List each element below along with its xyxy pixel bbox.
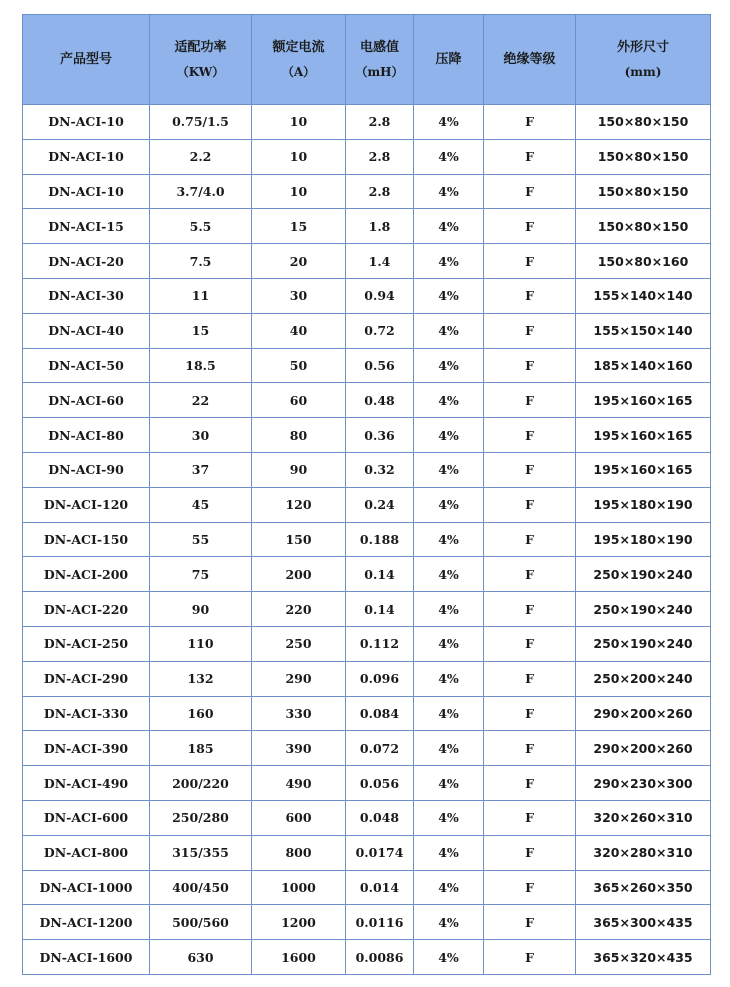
cell-model: DN-ACI-1200 xyxy=(23,905,150,940)
cell-voltage-drop: 4% xyxy=(414,800,484,835)
cell-power: 37 xyxy=(150,452,252,487)
cell-model: DN-ACI-1000 xyxy=(23,870,150,905)
cell-power: 30 xyxy=(150,418,252,453)
cell-voltage-drop: 4% xyxy=(414,313,484,348)
cell-power: 185 xyxy=(150,731,252,766)
table-row xyxy=(23,835,711,870)
cell-voltage-drop: 4% xyxy=(414,557,484,592)
cell-dimensions: 250×200×240 xyxy=(576,661,711,696)
cell-current: 120 xyxy=(252,487,346,522)
cell-inductance: 2.8 xyxy=(346,139,414,174)
cell-inductance: 0.0086 xyxy=(346,940,414,975)
cell-inductance: 0.32 xyxy=(346,452,414,487)
cell-current: 330 xyxy=(252,696,346,731)
cell-voltage-drop: 4% xyxy=(414,870,484,905)
cell-voltage-drop: 4% xyxy=(414,940,484,975)
cell-insulation: F xyxy=(484,940,576,975)
cell-voltage-drop: 4% xyxy=(414,626,484,661)
cell-insulation: F xyxy=(484,174,576,209)
cell-power: 55 xyxy=(150,522,252,557)
cell-power: 160 xyxy=(150,696,252,731)
header-voltage-drop: 压降 xyxy=(414,15,484,105)
cell-inductance: 0.48 xyxy=(346,383,414,418)
table-row xyxy=(23,348,711,383)
header-row xyxy=(23,15,711,105)
table-row xyxy=(23,905,711,940)
cell-inductance: 0.072 xyxy=(346,731,414,766)
cell-insulation: F xyxy=(484,209,576,244)
table-row xyxy=(23,592,711,627)
cell-inductance: 0.94 xyxy=(346,278,414,313)
cell-voltage-drop: 4% xyxy=(414,209,484,244)
cell-voltage-drop: 4% xyxy=(414,661,484,696)
cell-current: 390 xyxy=(252,731,346,766)
cell-power: 500/560 xyxy=(150,905,252,940)
cell-power: 18.5 xyxy=(150,348,252,383)
cell-model: DN-ACI-80 xyxy=(23,418,150,453)
cell-inductance: 0.096 xyxy=(346,661,414,696)
cell-dimensions: 185×140×160 xyxy=(576,348,711,383)
cell-model: DN-ACI-290 xyxy=(23,661,150,696)
cell-power: 315/355 xyxy=(150,835,252,870)
cell-current: 40 xyxy=(252,313,346,348)
cell-current: 600 xyxy=(252,800,346,835)
cell-inductance: 0.056 xyxy=(346,766,414,801)
cell-model: DN-ACI-390 xyxy=(23,731,150,766)
cell-voltage-drop: 4% xyxy=(414,905,484,940)
cell-dimensions: 290×200×260 xyxy=(576,731,711,766)
cell-power: 2.2 xyxy=(150,139,252,174)
table-row xyxy=(23,661,711,696)
cell-power: 22 xyxy=(150,383,252,418)
header-model: 产品型号 xyxy=(23,15,150,105)
cell-dimensions: 195×180×190 xyxy=(576,487,711,522)
cell-dimensions: 195×160×165 xyxy=(576,418,711,453)
cell-insulation: F xyxy=(484,835,576,870)
table-row xyxy=(23,522,711,557)
cell-insulation: F xyxy=(484,383,576,418)
cell-power: 132 xyxy=(150,661,252,696)
cell-model: DN-ACI-1600 xyxy=(23,940,150,975)
cell-inductance: 0.56 xyxy=(346,348,414,383)
cell-inductance: 0.084 xyxy=(346,696,414,731)
cell-inductance: 0.014 xyxy=(346,870,414,905)
cell-voltage-drop: 4% xyxy=(414,348,484,383)
cell-dimensions: 150×80×160 xyxy=(576,244,711,279)
table-row xyxy=(23,626,711,661)
cell-power: 630 xyxy=(150,940,252,975)
cell-insulation: F xyxy=(484,557,576,592)
cell-power: 200/220 xyxy=(150,766,252,801)
table-row xyxy=(23,244,711,279)
cell-insulation: F xyxy=(484,522,576,557)
cell-current: 90 xyxy=(252,452,346,487)
table-row xyxy=(23,731,711,766)
cell-dimensions: 250×190×240 xyxy=(576,592,711,627)
table-row xyxy=(23,557,711,592)
cell-model: DN-ACI-20 xyxy=(23,244,150,279)
cell-voltage-drop: 4% xyxy=(414,244,484,279)
cell-insulation: F xyxy=(484,592,576,627)
cell-inductance: 0.24 xyxy=(346,487,414,522)
cell-dimensions: 155×140×140 xyxy=(576,278,711,313)
spec-table xyxy=(22,14,711,975)
cell-inductance: 0.36 xyxy=(346,418,414,453)
header-current: 额定电流 （A） xyxy=(252,15,346,105)
cell-current: 1000 xyxy=(252,870,346,905)
cell-model: DN-ACI-10 xyxy=(23,174,150,209)
cell-insulation: F xyxy=(484,661,576,696)
table-row xyxy=(23,418,711,453)
cell-current: 60 xyxy=(252,383,346,418)
table-row xyxy=(23,870,711,905)
cell-model: DN-ACI-90 xyxy=(23,452,150,487)
cell-power: 3.7/4.0 xyxy=(150,174,252,209)
cell-power: 5.5 xyxy=(150,209,252,244)
cell-power: 45 xyxy=(150,487,252,522)
cell-insulation: F xyxy=(484,800,576,835)
cell-voltage-drop: 4% xyxy=(414,139,484,174)
cell-dimensions: 290×230×300 xyxy=(576,766,711,801)
cell-voltage-drop: 4% xyxy=(414,731,484,766)
cell-model: DN-ACI-10 xyxy=(23,139,150,174)
cell-current: 50 xyxy=(252,348,346,383)
cell-insulation: F xyxy=(484,348,576,383)
cell-voltage-drop: 4% xyxy=(414,696,484,731)
cell-inductance: 0.0174 xyxy=(346,835,414,870)
header-dimensions: 外形尺寸 (mm) xyxy=(576,15,711,105)
cell-current: 290 xyxy=(252,661,346,696)
cell-dimensions: 195×160×165 xyxy=(576,452,711,487)
cell-dimensions: 150×80×150 xyxy=(576,139,711,174)
cell-power: 90 xyxy=(150,592,252,627)
cell-current: 200 xyxy=(252,557,346,592)
cell-model: DN-ACI-120 xyxy=(23,487,150,522)
cell-current: 10 xyxy=(252,105,346,140)
cell-insulation: F xyxy=(484,105,576,140)
cell-inductance: 0.048 xyxy=(346,800,414,835)
cell-inductance: 1.8 xyxy=(346,209,414,244)
cell-current: 10 xyxy=(252,174,346,209)
cell-insulation: F xyxy=(484,139,576,174)
cell-inductance: 2.8 xyxy=(346,105,414,140)
cell-model: DN-ACI-330 xyxy=(23,696,150,731)
cell-insulation: F xyxy=(484,452,576,487)
table-row xyxy=(23,940,711,975)
cell-inductance: 1.4 xyxy=(346,244,414,279)
cell-inductance: 0.188 xyxy=(346,522,414,557)
cell-dimensions: 195×180×190 xyxy=(576,522,711,557)
cell-insulation: F xyxy=(484,313,576,348)
table-row xyxy=(23,105,711,140)
cell-voltage-drop: 4% xyxy=(414,452,484,487)
cell-voltage-drop: 4% xyxy=(414,418,484,453)
cell-voltage-drop: 4% xyxy=(414,835,484,870)
table-row xyxy=(23,278,711,313)
cell-insulation: F xyxy=(484,278,576,313)
cell-model: DN-ACI-40 xyxy=(23,313,150,348)
cell-dimensions: 320×280×310 xyxy=(576,835,711,870)
cell-dimensions: 195×160×165 xyxy=(576,383,711,418)
cell-inductance: 0.14 xyxy=(346,557,414,592)
cell-current: 80 xyxy=(252,418,346,453)
cell-model: DN-ACI-10 xyxy=(23,105,150,140)
cell-inductance: 0.112 xyxy=(346,626,414,661)
cell-current: 220 xyxy=(252,592,346,627)
cell-dimensions: 250×190×240 xyxy=(576,557,711,592)
cell-model: DN-ACI-150 xyxy=(23,522,150,557)
cell-insulation: F xyxy=(484,905,576,940)
cell-dimensions: 250×190×240 xyxy=(576,626,711,661)
cell-power: 400/450 xyxy=(150,870,252,905)
cell-voltage-drop: 4% xyxy=(414,487,484,522)
cell-model: DN-ACI-60 xyxy=(23,383,150,418)
cell-current: 250 xyxy=(252,626,346,661)
cell-dimensions: 365×320×435 xyxy=(576,940,711,975)
cell-voltage-drop: 4% xyxy=(414,278,484,313)
cell-current: 800 xyxy=(252,835,346,870)
cell-model: DN-ACI-800 xyxy=(23,835,150,870)
cell-model: DN-ACI-600 xyxy=(23,800,150,835)
cell-power: 11 xyxy=(150,278,252,313)
cell-model: DN-ACI-50 xyxy=(23,348,150,383)
cell-inductance: 0.72 xyxy=(346,313,414,348)
header-insulation-class: 绝缘等级 xyxy=(484,15,576,105)
cell-current: 10 xyxy=(252,139,346,174)
cell-voltage-drop: 4% xyxy=(414,522,484,557)
cell-current: 15 xyxy=(252,209,346,244)
cell-current: 490 xyxy=(252,766,346,801)
cell-insulation: F xyxy=(484,731,576,766)
cell-insulation: F xyxy=(484,487,576,522)
cell-current: 1200 xyxy=(252,905,346,940)
table-row xyxy=(23,313,711,348)
cell-current: 30 xyxy=(252,278,346,313)
cell-insulation: F xyxy=(484,766,576,801)
cell-inductance: 0.0116 xyxy=(346,905,414,940)
cell-inductance: 2.8 xyxy=(346,174,414,209)
cell-voltage-drop: 4% xyxy=(414,766,484,801)
cell-model: DN-ACI-250 xyxy=(23,626,150,661)
cell-dimensions: 150×80×150 xyxy=(576,209,711,244)
table-row xyxy=(23,696,711,731)
cell-voltage-drop: 4% xyxy=(414,592,484,627)
cell-voltage-drop: 4% xyxy=(414,383,484,418)
cell-power: 15 xyxy=(150,313,252,348)
cell-power: 7.5 xyxy=(150,244,252,279)
table-row xyxy=(23,383,711,418)
cell-power: 110 xyxy=(150,626,252,661)
cell-power: 250/280 xyxy=(150,800,252,835)
cell-dimensions: 365×300×435 xyxy=(576,905,711,940)
table-row xyxy=(23,209,711,244)
cell-insulation: F xyxy=(484,418,576,453)
table-row xyxy=(23,800,711,835)
cell-voltage-drop: 4% xyxy=(414,174,484,209)
table-row xyxy=(23,139,711,174)
cell-current: 150 xyxy=(252,522,346,557)
cell-dimensions: 365×260×350 xyxy=(576,870,711,905)
cell-power: 0.75/1.5 xyxy=(150,105,252,140)
table-row xyxy=(23,766,711,801)
header-power: 适配功率 （KW） xyxy=(150,15,252,105)
cell-insulation: F xyxy=(484,870,576,905)
cell-inductance: 0.14 xyxy=(346,592,414,627)
table-row xyxy=(23,452,711,487)
cell-dimensions: 150×80×150 xyxy=(576,174,711,209)
cell-dimensions: 290×200×260 xyxy=(576,696,711,731)
table-body xyxy=(23,105,711,975)
cell-model: DN-ACI-490 xyxy=(23,766,150,801)
cell-power: 75 xyxy=(150,557,252,592)
cell-voltage-drop: 4% xyxy=(414,105,484,140)
cell-dimensions: 155×150×140 xyxy=(576,313,711,348)
table-row xyxy=(23,174,711,209)
cell-insulation: F xyxy=(484,626,576,661)
header-inductance: 电感值 （mH） xyxy=(346,15,414,105)
table-row xyxy=(23,487,711,522)
cell-current: 20 xyxy=(252,244,346,279)
cell-model: DN-ACI-30 xyxy=(23,278,150,313)
cell-insulation: F xyxy=(484,244,576,279)
cell-insulation: F xyxy=(484,696,576,731)
cell-dimensions: 320×260×310 xyxy=(576,800,711,835)
cell-dimensions: 150×80×150 xyxy=(576,105,711,140)
cell-model: DN-ACI-15 xyxy=(23,209,150,244)
cell-model: DN-ACI-220 xyxy=(23,592,150,627)
cell-model: DN-ACI-200 xyxy=(23,557,150,592)
cell-current: 1600 xyxy=(252,940,346,975)
